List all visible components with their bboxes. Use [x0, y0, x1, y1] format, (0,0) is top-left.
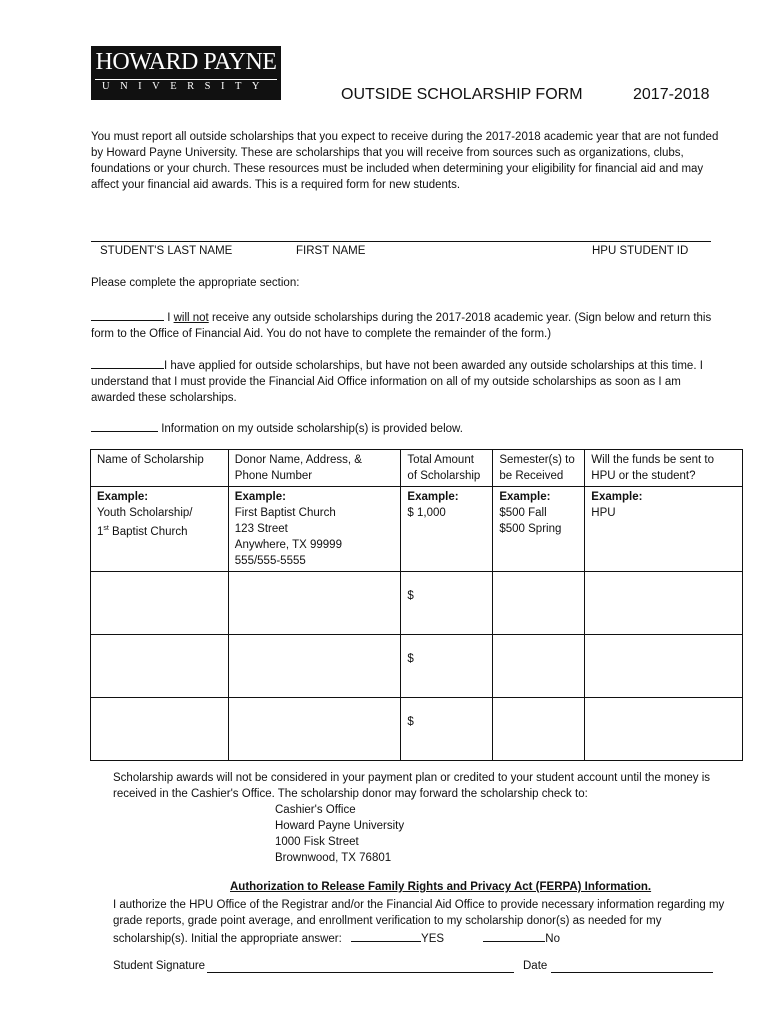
header-cell: Name of Scholarship: [91, 450, 229, 487]
donor-input[interactable]: [228, 572, 401, 635]
table-header-row: [91, 450, 743, 487]
table-row: [91, 572, 743, 635]
table-row: [91, 635, 743, 698]
option-info-below: Information on my outside scholarship(s) is provided below.: [91, 419, 731, 437]
funds-destination-input[interactable]: [585, 635, 743, 698]
donor-input[interactable]: [228, 698, 401, 761]
logo-subtitle: UNIVERSITY: [102, 81, 270, 92]
no-label: No: [545, 933, 560, 945]
yes-initial-blank[interactable]: [351, 929, 421, 942]
example-donor-cell: Example: First Baptist Church 123 Street Anywhere, TX 99999 555/555-5555: [228, 487, 401, 572]
table-row-example: [91, 487, 743, 572]
instruction-text: Please complete the appropriate section:: [91, 277, 300, 289]
table-row: [91, 698, 743, 761]
form-title: OUTSIDE SCHOLARSHIP FORM: [341, 86, 583, 103]
name-entry-line[interactable]: [91, 241, 711, 242]
example-amount-cell: Example: $ 1,000: [401, 487, 493, 572]
semester-input[interactable]: [493, 635, 585, 698]
date-label: Date: [523, 960, 548, 972]
option-no-scholarships: I will not receive any outside scholarships during the 2017-2018 academic year. (Sign below and return this form to the Office of Financial Aid. You do not have to complete the remainder of the form.): [91, 308, 726, 342]
header-cell: Semester(s) to be Received: [493, 450, 585, 487]
last-name-label: STUDENT'S LAST NAME: [100, 245, 233, 257]
scholarship-name-input[interactable]: [91, 635, 229, 698]
option2-initial-blank[interactable]: [91, 356, 164, 369]
no-initial-blank[interactable]: [483, 929, 545, 942]
amount-input[interactable]: $: [401, 698, 493, 761]
logo-rule: [95, 79, 277, 80]
scholarship-name-input[interactable]: [91, 698, 229, 761]
example-name-cell: Example: Youth Scholarship/ 1st Baptist Church: [91, 487, 229, 572]
header-cell: Donor Name, Address, & Phone Number: [228, 450, 401, 487]
intro-paragraph: You must report all outside scholarships that you expect to receive during the 2017-2018 academic year that are not funded by Howard Payne University. These are scholarships that you will receive from sources such as organizations, clubs, foundations or your church. These resources must be included when determining your eligibility for financial aid and may affect your financial aid awards. This is a required form for new students.: [91, 131, 719, 191]
scholarship-name-input[interactable]: [91, 572, 229, 635]
student-id-label: HPU STUDENT ID: [592, 245, 689, 257]
will-not-emphasis: will not: [173, 312, 209, 324]
funds-destination-input[interactable]: [585, 698, 743, 761]
donor-input[interactable]: [228, 635, 401, 698]
header-cell: Will the funds be sent to HPU or the student?: [585, 450, 743, 487]
date-line[interactable]: [551, 972, 713, 973]
example-funds-cell: Example: HPU: [585, 487, 743, 572]
first-name-label: FIRST NAME: [296, 245, 366, 257]
signature-line[interactable]: [207, 972, 514, 973]
semester-input[interactable]: [493, 698, 585, 761]
option1-initial-blank[interactable]: [91, 308, 164, 321]
yes-label: YES: [421, 933, 445, 945]
funds-destination-input[interactable]: [585, 572, 743, 635]
header-cell: Total Amount of Scholarship: [401, 450, 493, 487]
amount-input[interactable]: $: [401, 572, 493, 635]
option-applied: I have applied for outside scholarships, but have not been awarded any outside scholarships at this time. I understand that I must provide the Financial Aid Office information on all of my outside scholarships as soon as I am awarded these scholarships.: [91, 356, 721, 406]
semester-input[interactable]: [493, 572, 585, 635]
cashier-address: Cashier's Office Howard Payne University 1000 Fisk Street Brownwood, TX 76801: [275, 804, 405, 864]
awards-note: Scholarship awards will not be considered in your payment plan or credited to your student account until the money is received in the Cashier's Office. The scholarship donor may forward the scholarship check to:: [113, 772, 711, 800]
form-year: 2017-2018: [633, 86, 710, 103]
university-logo: [91, 46, 281, 100]
option3-initial-blank[interactable]: [91, 419, 158, 432]
scholarship-table: [90, 449, 743, 761]
amount-input[interactable]: $: [401, 635, 493, 698]
logo-name: HOWARD PAYNE: [95, 49, 277, 75]
example-semester-cell: Example: $500 Fall $500 Spring: [493, 487, 585, 572]
signature-label: Student Signature: [113, 960, 206, 972]
ferpa-heading: Authorization to Release Family Rights and Privacy Act (FERPA) Information.: [230, 881, 652, 893]
ferpa-body: I authorize the HPU Office of the Registrar and/or the Financial Aid Office to provide necessary information regarding my grade reports, grade point average, and enrollment verification to my scholarship donor(s) as needed for my scholarship(s). Initial the appropriate answer: YES No: [113, 899, 725, 945]
